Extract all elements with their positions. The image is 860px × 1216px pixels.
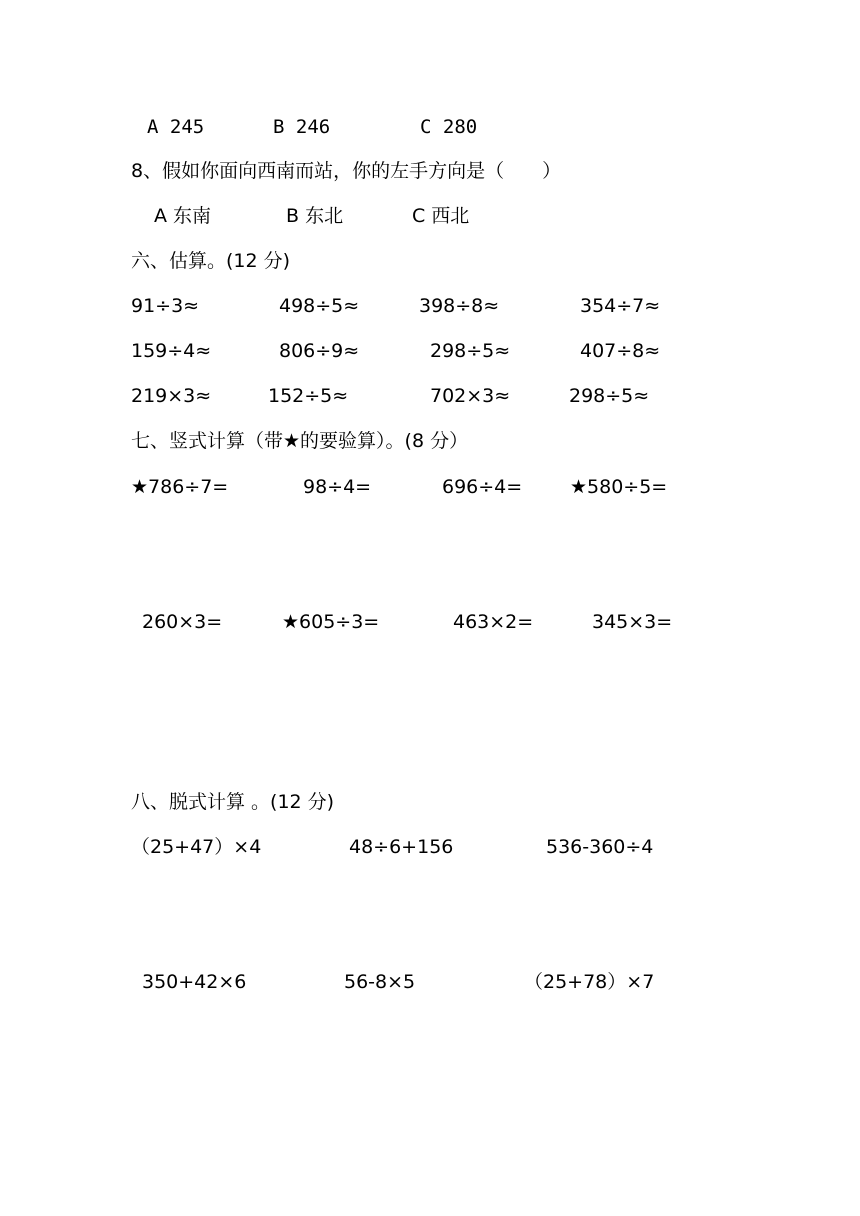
q8-option-b: B 东北: [286, 205, 344, 227]
estimate-item: 91÷3≈: [131, 295, 200, 317]
q8-text: 8、假如你面向西南而站，你的左手方向是（ ）: [131, 160, 562, 182]
stepwise-calc-item: （25+78）×7: [524, 971, 655, 993]
estimate-item: 354÷7≈: [580, 295, 661, 317]
vertical-calc-item: 260×3=: [142, 611, 223, 633]
vertical-calc-item: ★786÷7=: [131, 476, 229, 498]
vertical-calc-item: 463×2=: [453, 611, 534, 633]
estimate-item: 159÷4≈: [131, 340, 212, 362]
estimate-item: 152÷5≈: [268, 385, 349, 407]
stepwise-calc-item: 536-360÷4: [546, 836, 654, 858]
q7-option-c: C 280: [420, 116, 478, 138]
stepwise-calc-item: 48÷6+156: [349, 836, 454, 858]
estimate-item: 407÷8≈: [580, 340, 661, 362]
estimate-item: 398÷8≈: [419, 295, 500, 317]
q7-option-a: A 245: [147, 116, 205, 138]
estimate-item: 298÷5≈: [430, 340, 511, 362]
estimate-item: 219×3≈: [131, 385, 212, 407]
q7-option-b: B 246: [273, 116, 331, 138]
estimate-item: 806÷9≈: [279, 340, 360, 362]
vertical-calc-item: ★605÷3=: [282, 611, 380, 633]
q8-option-c: C 西北: [412, 205, 470, 227]
q8-option-a: A 东南: [154, 205, 212, 227]
estimate-item: 702×3≈: [430, 385, 511, 407]
stepwise-calc-item: （25+47）×4: [131, 836, 262, 858]
vertical-calc-item: 696÷4=: [442, 476, 523, 498]
estimate-item: 298÷5≈: [569, 385, 650, 407]
section7-heading: 七、竖式计算（带★的要验算）。(8 分）: [131, 430, 469, 452]
vertical-calc-item: 345×3=: [592, 611, 673, 633]
stepwise-calc-item: 56-8×5: [344, 971, 416, 993]
stepwise-calc-item: 350+42×6: [142, 971, 247, 993]
section8-heading: 八、脱式计算 。(12 分): [131, 791, 335, 813]
estimate-item: 498÷5≈: [279, 295, 360, 317]
vertical-calc-item: ★580÷5=: [570, 476, 668, 498]
section6-heading: 六、估算。(12 分): [131, 250, 291, 272]
vertical-calc-item: 98÷4=: [303, 476, 372, 498]
